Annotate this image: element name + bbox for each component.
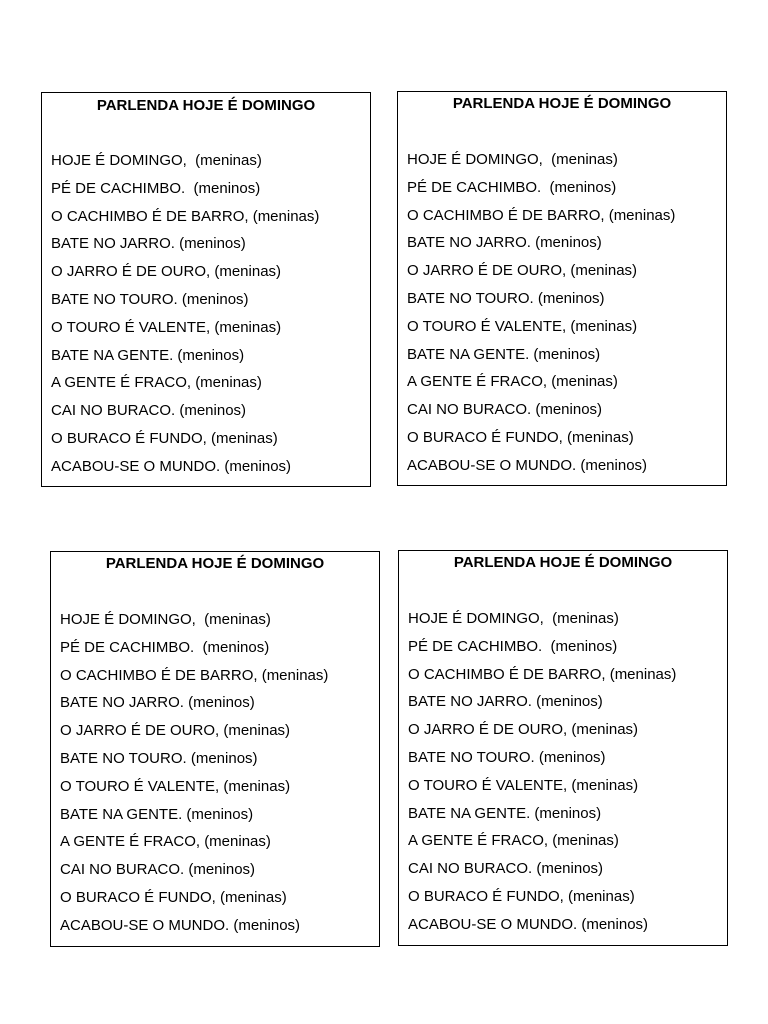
verse-line: O TOURO É VALENTE, (meninas): [407, 317, 638, 335]
verse-line: CAI NO BURACO. (meninos): [407, 401, 603, 419]
verse-line: O TOURO É VALENTE, (meninas): [408, 776, 639, 794]
verse-line: O BURACO É FUNDO, (meninas): [60, 888, 287, 906]
verse-line: PÉ DE CACHIMBO. (meninos): [51, 179, 261, 197]
verse-line: ACABOU-SE O MUNDO. (meninos): [51, 457, 292, 475]
card-title: PARLENDA HOJE É DOMINGO: [453, 554, 673, 571]
verse-line: O BURACO É FUNDO, (meninas): [408, 887, 635, 905]
verse-line: O TOURO É VALENTE, (meninas): [60, 777, 291, 795]
parlenda-card-1: [41, 92, 371, 487]
verse-line: O JARRO É DE OURO, (meninas): [51, 263, 282, 281]
verse-line: A GENTE É FRACO, (meninas): [408, 832, 619, 850]
verse-line: CAI NO BURACO. (meninos): [51, 402, 247, 420]
verse-line: HOJE É DOMINGO, (meninas): [51, 152, 262, 169]
parlenda-card-2: [397, 91, 727, 486]
verse-line: BATE NO TOURO. (meninos): [407, 289, 605, 307]
verse-line: A GENTE É FRACO, (meninas): [60, 833, 271, 851]
verse-line: O CACHIMBO É DE BARRO, (meninas): [408, 665, 677, 683]
verse-line: BATE NO JARRO. (meninos): [407, 234, 602, 252]
verse-line: A GENTE É FRACO, (meninas): [407, 373, 618, 391]
parlenda-card-4: [398, 550, 728, 946]
verse-line: O JARRO É DE OURO, (meninas): [407, 262, 638, 280]
verse-line: O JARRO É DE OURO, (meninas): [408, 721, 639, 739]
verse-list: [60, 611, 375, 945]
card-title: PARLENDA HOJE É DOMINGO: [96, 97, 316, 114]
verse-line: O TOURO É VALENTE, (meninas): [51, 318, 282, 336]
verse-line: O CACHIMBO É DE BARRO, (meninas): [51, 207, 320, 225]
verse-line: PÉ DE CACHIMBO. (meninos): [408, 637, 618, 655]
verse-line: A GENTE É FRACO, (meninas): [51, 374, 262, 392]
parlenda-card-3: [50, 551, 380, 947]
verse-list: [407, 151, 722, 485]
verse-line: HOJE É DOMINGO, (meninas): [60, 611, 271, 628]
verse-line: BATE NO TOURO. (meninos): [60, 749, 258, 767]
verse-line: BATE NA GENTE. (meninos): [51, 346, 245, 364]
verse-line: HOJE É DOMINGO, (meninas): [407, 151, 618, 168]
verse-line: O CACHIMBO É DE BARRO, (meninas): [60, 666, 329, 684]
verse-line: BATE NA GENTE. (meninos): [408, 804, 602, 822]
verse-line: BATE NO JARRO. (meninos): [408, 693, 603, 711]
card-title: PARLENDA HOJE É DOMINGO: [452, 95, 672, 112]
verse-line: O BURACO É FUNDO, (meninas): [51, 429, 278, 447]
verse-list: [408, 610, 723, 944]
verse-line: CAI NO BURACO. (meninos): [60, 861, 256, 879]
verse-line: HOJE É DOMINGO, (meninas): [408, 610, 619, 627]
verse-line: PÉ DE CACHIMBO. (meninos): [60, 638, 270, 656]
verse-list: [51, 152, 366, 486]
verse-line: BATE NA GENTE. (meninos): [407, 345, 601, 363]
verse-line: CAI NO BURACO. (meninos): [408, 860, 604, 878]
verse-line: ACABOU-SE O MUNDO. (meninos): [408, 915, 649, 933]
verse-line: BATE NO TOURO. (meninos): [51, 290, 249, 308]
verse-line: BATE NA GENTE. (meninos): [60, 805, 254, 823]
verse-line: BATE NO JARRO. (meninos): [60, 694, 255, 712]
verse-line: ACABOU-SE O MUNDO. (meninos): [407, 456, 648, 474]
verse-line: O JARRO É DE OURO, (meninas): [60, 722, 291, 740]
verse-line: PÉ DE CACHIMBO. (meninos): [407, 178, 617, 196]
verse-line: O CACHIMBO É DE BARRO, (meninas): [407, 206, 676, 224]
card-title: PARLENDA HOJE É DOMINGO: [105, 555, 325, 572]
verse-line: ACABOU-SE O MUNDO. (meninos): [60, 916, 301, 934]
verse-line: BATE NO JARRO. (meninos): [51, 235, 246, 253]
verse-line: BATE NO TOURO. (meninos): [408, 748, 606, 766]
verse-line: O BURACO É FUNDO, (meninas): [407, 428, 634, 446]
